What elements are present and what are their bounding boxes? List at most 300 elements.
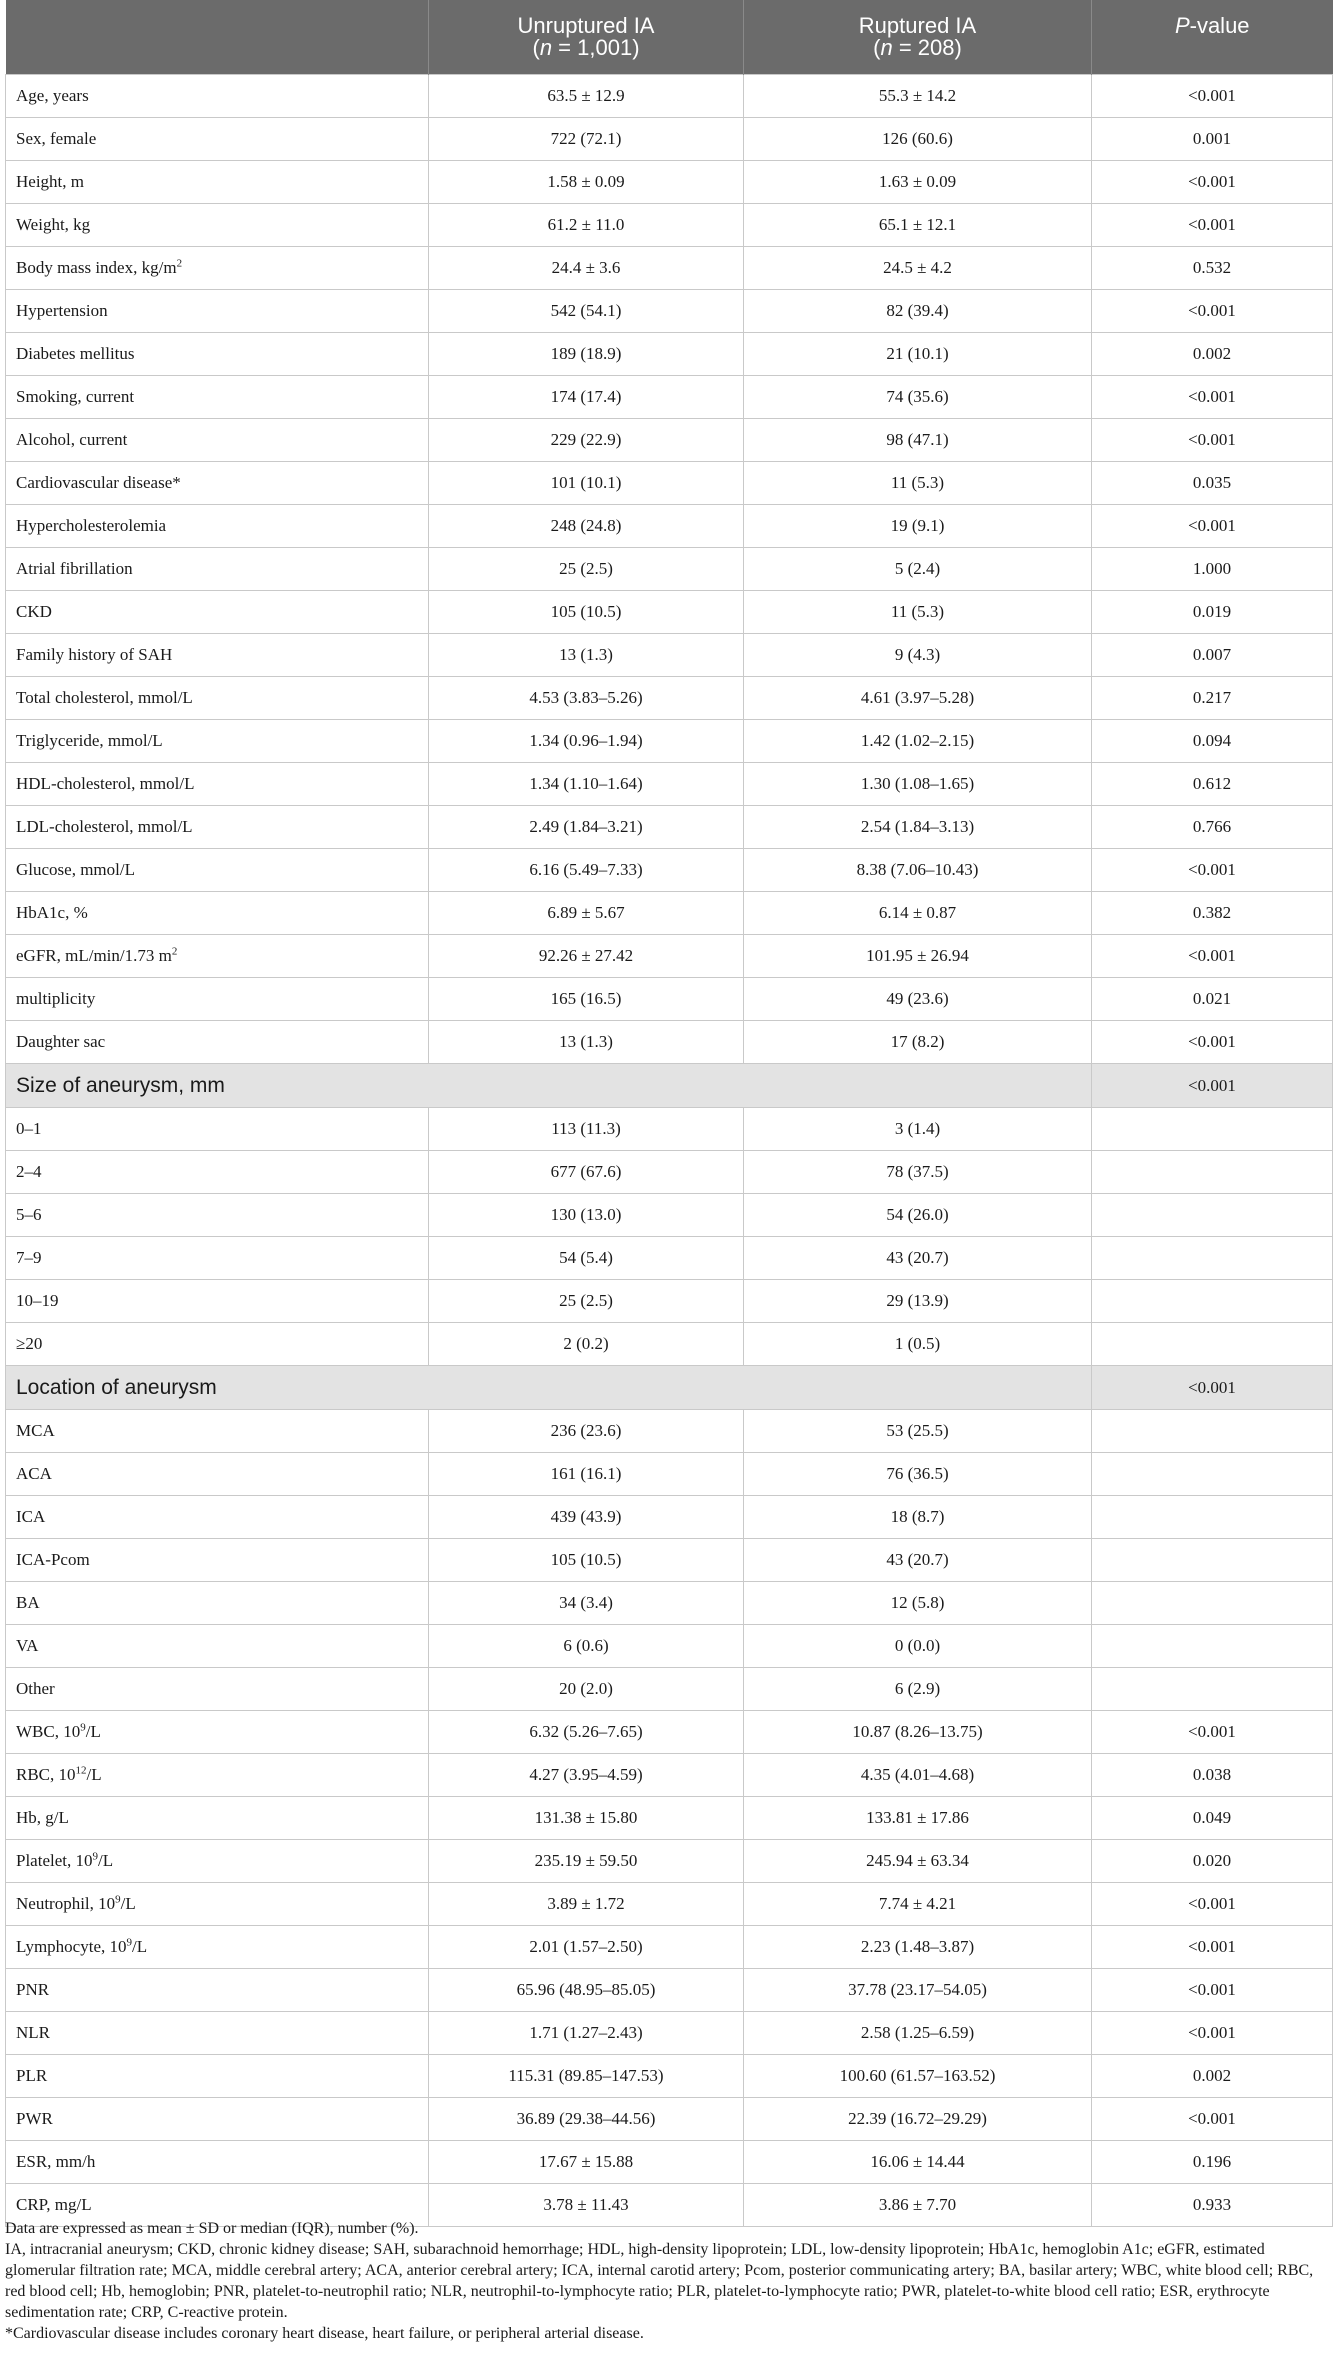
- row-label-text: Lymphocyte, 10: [16, 1937, 127, 1956]
- row-label-text: multiplicity: [16, 989, 96, 1008]
- row-label: [6, 1625, 429, 1668]
- p-value: [1092, 1453, 1333, 1496]
- table-row: [6, 1711, 1333, 1754]
- ruptured-value: 43 (20.7): [744, 1237, 1092, 1280]
- ruptured-value: 21 (10.1): [744, 333, 1092, 376]
- header-ruptured-title: Ruptured IA: [858, 13, 977, 38]
- table-row: [6, 1194, 1333, 1237]
- ruptured-value: 29 (13.9): [744, 1280, 1092, 1323]
- p-value: <0.001: [1092, 204, 1333, 247]
- p-value: <0.001: [1092, 1021, 1333, 1064]
- row-label-text: Diabetes mellitus: [16, 344, 135, 363]
- p-value: [1092, 1496, 1333, 1539]
- p-value: [1092, 1151, 1333, 1194]
- row-label: [6, 505, 429, 548]
- row-label-text: 2–4: [16, 1162, 42, 1181]
- unruptured-value: 92.26 ± 27.42: [429, 935, 744, 978]
- row-label-text: HbA1c, %: [16, 903, 88, 922]
- p-value: <0.001: [1092, 2012, 1333, 2055]
- row-label-text: PWR: [16, 2109, 53, 2128]
- unruptured-value: 25 (2.5): [429, 548, 744, 591]
- section-title: Location of aneurysm: [6, 1366, 1092, 1410]
- p-value: [1092, 1108, 1333, 1151]
- section-row: [6, 1064, 1333, 1108]
- row-label: [6, 720, 429, 763]
- row-label-text: WBC, 10: [16, 1722, 81, 1741]
- p-value: 0.021: [1092, 978, 1333, 1021]
- ruptured-value: 5 (2.4): [744, 548, 1092, 591]
- p-value: 0.094: [1092, 720, 1333, 763]
- ruptured-value: 100.60 (61.57–163.52): [744, 2055, 1092, 2098]
- table-row: [6, 1668, 1333, 1711]
- row-label: [6, 892, 429, 935]
- ruptured-value: 43 (20.7): [744, 1539, 1092, 1582]
- table-row: [6, 1754, 1333, 1797]
- row-label-superscript: 9: [115, 1893, 121, 1906]
- table-footnotes: [5, 2218, 1325, 2344]
- p-value: 0.002: [1092, 2055, 1333, 2098]
- row-label: [6, 1323, 429, 1366]
- row-label: [6, 2098, 429, 2141]
- p-value: [1092, 1539, 1333, 1582]
- p-value: [1092, 1625, 1333, 1668]
- unruptured-value: 1.34 (0.96–1.94): [429, 720, 744, 763]
- table-body: [6, 75, 1333, 2227]
- ruptured-value: 9 (4.3): [744, 634, 1092, 677]
- header-blank: [6, 0, 429, 75]
- row-label: [6, 978, 429, 1021]
- row-label-text: ICA-Pcom: [16, 1550, 90, 1569]
- ruptured-value: 2.58 (1.25–6.59): [744, 2012, 1092, 2055]
- p-value: 0.001: [1092, 118, 1333, 161]
- ruptured-value: 8.38 (7.06–10.43): [744, 849, 1092, 892]
- table-row: [6, 849, 1333, 892]
- table-row: [6, 806, 1333, 849]
- row-label-text: Alcohol, current: [16, 430, 128, 449]
- p-value: 0.766: [1092, 806, 1333, 849]
- p-value: <0.001: [1092, 1969, 1333, 2012]
- row-label-text: Atrial fibrillation: [16, 559, 133, 578]
- row-label: [6, 333, 429, 376]
- unruptured-value: 36.89 (29.38–44.56): [429, 2098, 744, 2141]
- unruptured-value: 101 (10.1): [429, 462, 744, 505]
- table-row: [6, 935, 1333, 978]
- ruptured-value: 78 (37.5): [744, 1151, 1092, 1194]
- table-row: [6, 677, 1333, 720]
- row-label-superscript: 9: [80, 1721, 86, 1734]
- ruptured-value: 245.94 ± 63.34: [744, 1840, 1092, 1883]
- table-row: [6, 1496, 1333, 1539]
- table-row: [6, 1280, 1333, 1323]
- unruptured-value: 165 (16.5): [429, 978, 744, 1021]
- row-label-superscript: 2: [176, 257, 183, 270]
- row-label-text: PLR: [16, 2066, 48, 2085]
- p-value: <0.001: [1092, 419, 1333, 462]
- row-label-text: VA: [16, 1636, 39, 1655]
- row-label: [6, 247, 429, 290]
- p-value: [1092, 1410, 1333, 1453]
- row-label-unit: /L: [120, 1894, 136, 1913]
- row-label-text: Triglyceride, mmol/L: [16, 731, 163, 750]
- row-label-text: PNR: [16, 1980, 50, 1999]
- ruptured-value: 11 (5.3): [744, 591, 1092, 634]
- row-label: [6, 376, 429, 419]
- table-row: [6, 462, 1333, 505]
- row-label-text: 7–9: [16, 1248, 42, 1267]
- row-label-unit: /L: [97, 1851, 114, 1870]
- ruptured-value: 54 (26.0): [744, 1194, 1092, 1237]
- unruptured-value: 4.53 (3.83–5.26): [429, 677, 744, 720]
- table-row: [6, 419, 1333, 462]
- table-row: [6, 2012, 1333, 2055]
- row-label-text: HDL-cholesterol, mmol/L: [16, 774, 195, 793]
- ruptured-value: 16.06 ± 14.44: [744, 2141, 1092, 2184]
- row-label-text: Neutrophil, 10: [16, 1894, 116, 1913]
- unruptured-value: 105 (10.5): [429, 1539, 744, 1582]
- row-label-text: Age, years: [16, 86, 89, 105]
- row-label-text: Body mass index, kg/m: [16, 258, 177, 277]
- table-row: [6, 333, 1333, 376]
- unruptured-value: 6 (0.6): [429, 1625, 744, 1668]
- row-label-superscript: 9: [126, 1936, 132, 1949]
- table-row: [6, 118, 1333, 161]
- p-value: 1.000: [1092, 548, 1333, 591]
- table-row: [6, 548, 1333, 591]
- row-label: [6, 1840, 429, 1883]
- unruptured-value: 130 (13.0): [429, 1194, 744, 1237]
- unruptured-value: 4.27 (3.95–4.59): [429, 1754, 744, 1797]
- row-label-text: Glucose, mmol/L: [16, 860, 135, 879]
- header-ruptured: Ruptured IA (n = 208): [744, 0, 1092, 75]
- table-row: [6, 763, 1333, 806]
- ruptured-value: 65.1 ± 12.1: [744, 204, 1092, 247]
- unruptured-value: 6.89 ± 5.67: [429, 892, 744, 935]
- unruptured-value: 542 (54.1): [429, 290, 744, 333]
- unruptured-value: 115.31 (89.85–147.53): [429, 2055, 744, 2098]
- unruptured-value: 61.2 ± 11.0: [429, 204, 744, 247]
- unruptured-value: 131.38 ± 15.80: [429, 1797, 744, 1840]
- row-label-text: 0–1: [16, 1119, 42, 1138]
- p-value: <0.001: [1092, 1926, 1333, 1969]
- unruptured-value: 54 (5.4): [429, 1237, 744, 1280]
- table-container: [5, 0, 1332, 2227]
- ruptured-value: 18 (8.7): [744, 1496, 1092, 1539]
- ruptured-value: 55.3 ± 14.2: [744, 75, 1092, 118]
- row-label-text: ICA: [16, 1507, 46, 1526]
- section-p-value: <0.001: [1092, 1366, 1333, 1410]
- row-label-superscript: 12: [75, 1764, 87, 1777]
- p-value: 0.933: [1092, 2184, 1333, 2227]
- row-label-text: Platelet, 10: [16, 1851, 93, 1870]
- row-label-text: Smoking, current: [16, 387, 135, 406]
- row-label-text: ≥20: [16, 1334, 43, 1353]
- row-label-text: Hb, g/L: [16, 1808, 69, 1827]
- row-label-text: eGFR, mL/min/1.73 m: [16, 946, 172, 965]
- row-label-text: MCA: [16, 1421, 55, 1440]
- row-label: [6, 75, 429, 118]
- row-label-superscript: 2: [171, 945, 178, 958]
- ruptured-value: 49 (23.6): [744, 978, 1092, 1021]
- unruptured-value: 17.67 ± 15.88: [429, 2141, 744, 2184]
- unruptured-value: 677 (67.6): [429, 1151, 744, 1194]
- ruptured-value: 76 (36.5): [744, 1453, 1092, 1496]
- ruptured-value: 4.35 (4.01–4.68): [744, 1754, 1092, 1797]
- row-label: [6, 2141, 429, 2184]
- row-label: [6, 290, 429, 333]
- row-label: [6, 591, 429, 634]
- p-value: <0.001: [1092, 2098, 1333, 2141]
- unruptured-value: 2.01 (1.57–2.50): [429, 1926, 744, 1969]
- p-value: 0.049: [1092, 1797, 1333, 1840]
- unruptured-value: 248 (24.8): [429, 505, 744, 548]
- row-label: [6, 1237, 429, 1280]
- row-label: [6, 935, 429, 978]
- row-label: [6, 1754, 429, 1797]
- row-label: [6, 1108, 429, 1151]
- ruptured-value: 24.5 ± 4.2: [744, 247, 1092, 290]
- table-row: [6, 1021, 1333, 1064]
- unruptured-value: 113 (11.3): [429, 1108, 744, 1151]
- row-label-text: Sex, female: [16, 129, 97, 148]
- row-label-unit: /L: [86, 1765, 102, 1784]
- p-value: 0.035: [1092, 462, 1333, 505]
- row-label: [6, 1582, 429, 1625]
- p-value: [1092, 1237, 1333, 1280]
- ruptured-value: 7.74 ± 4.21: [744, 1883, 1092, 1926]
- unruptured-value: 3.78 ± 11.43: [429, 2184, 744, 2227]
- ruptured-value: 6.14 ± 0.87: [744, 892, 1092, 935]
- unruptured-value: 20 (2.0): [429, 1668, 744, 1711]
- table-header: [6, 0, 1333, 75]
- row-label-text: 5–6: [16, 1205, 42, 1224]
- unruptured-value: 235.19 ± 59.50: [429, 1840, 744, 1883]
- ruptured-value: 3 (1.4): [744, 1108, 1092, 1151]
- row-label-text: Daughter sac: [16, 1032, 106, 1051]
- p-value: 0.196: [1092, 2141, 1333, 2184]
- unruptured-value: 105 (10.5): [429, 591, 744, 634]
- section-row: [6, 1366, 1333, 1410]
- ruptured-value: 1.42 (1.02–2.15): [744, 720, 1092, 763]
- table-row: [6, 290, 1333, 333]
- unruptured-value: 1.34 (1.10–1.64): [429, 763, 744, 806]
- row-label-text: 10–19: [16, 1291, 59, 1310]
- ruptured-value: 126 (60.6): [744, 118, 1092, 161]
- p-value: 0.007: [1092, 634, 1333, 677]
- unruptured-value: 439 (43.9): [429, 1496, 744, 1539]
- p-value: 0.019: [1092, 591, 1333, 634]
- unruptured-value: 6.32 (5.26–7.65): [429, 1711, 744, 1754]
- table-row: [6, 1539, 1333, 1582]
- ruptured-value: 22.39 (16.72–29.29): [744, 2098, 1092, 2141]
- row-label: [6, 2055, 429, 2098]
- ruptured-value: 3.86 ± 7.70: [744, 2184, 1092, 2227]
- row-label-text: Hypertension: [16, 301, 108, 320]
- row-label: [6, 1797, 429, 1840]
- table-row: [6, 2098, 1333, 2141]
- table-row: [6, 1926, 1333, 1969]
- row-label-text: Cardiovascular disease*: [16, 473, 181, 492]
- unruptured-value: 13 (1.3): [429, 1021, 744, 1064]
- unruptured-value: 13 (1.3): [429, 634, 744, 677]
- ruptured-value: 37.78 (23.17–54.05): [744, 1969, 1092, 2012]
- unruptured-value: 63.5 ± 12.9: [429, 75, 744, 118]
- ruptured-value: 133.81 ± 17.86: [744, 1797, 1092, 1840]
- ruptured-value: 10.87 (8.26–13.75): [744, 1711, 1092, 1754]
- row-label-text: Weight, kg: [16, 215, 91, 234]
- p-value: <0.001: [1092, 505, 1333, 548]
- table-row: [6, 1323, 1333, 1366]
- ruptured-value: 11 (5.3): [744, 462, 1092, 505]
- ruptured-value: 17 (8.2): [744, 1021, 1092, 1064]
- footnote-cardiovascular: *Cardiovascular disease includes coronary heart disease, heart failure, or peripheral arterial disease.: [5, 2325, 644, 2342]
- table-row: [6, 1108, 1333, 1151]
- unruptured-value: 24.4 ± 3.6: [429, 247, 744, 290]
- ruptured-value: 2.23 (1.48–3.87): [744, 1926, 1092, 1969]
- p-value: 0.020: [1092, 1840, 1333, 1883]
- table-row: [6, 1582, 1333, 1625]
- row-label-text: ACA: [16, 1464, 52, 1483]
- row-label: [6, 1496, 429, 1539]
- unruptured-value: 2.49 (1.84–3.21): [429, 806, 744, 849]
- row-label: [6, 763, 429, 806]
- row-label: [6, 1410, 429, 1453]
- unruptured-value: 3.89 ± 1.72: [429, 1883, 744, 1926]
- section-title: Size of aneurysm, mm: [6, 1064, 1092, 1108]
- ruptured-value: 6 (2.9): [744, 1668, 1092, 1711]
- table-row: [6, 1453, 1333, 1496]
- table-row: [6, 892, 1333, 935]
- p-value: <0.001: [1092, 935, 1333, 978]
- row-label-text: ESR, mm/h: [16, 2152, 96, 2171]
- row-label: [6, 1711, 429, 1754]
- row-label: [6, 1280, 429, 1323]
- row-label-text: BA: [16, 1593, 40, 1612]
- p-value: [1092, 1280, 1333, 1323]
- table-row: [6, 505, 1333, 548]
- row-label: [6, 161, 429, 204]
- row-label: [6, 1021, 429, 1064]
- p-value: [1092, 1582, 1333, 1625]
- unruptured-value: 1.71 (1.27–2.43): [429, 2012, 744, 2055]
- footnote-abbreviations: IA, intracranial aneurysm; CKD, chronic kidney disease; SAH, subarachnoid hemorrhage; HDL, high-density lipoprotein; LDL, low-density lipoprotein; HbA1c, hemoglobin A1c; eGFR, estimated glomerular filtration rate; MCA, middle cerebral artery; ACA, anterior cerebral artery; ICA, internal carotid artery; Pcom, posterior communicating artery; BA, basilar artery; WBC, white blood cell; RBC, red blood cell; Hb, hemoglobin; PNR, platelet-to-neutrophil ratio; NLR, neutrophil-to-lymphocyte ratio; PLR, platelet-to-lymphocyte ratio; PWR, platelet-to-white blood cell ratio; ESR, erythrocyte sedimentation rate; CRP, C-reactive protein.: [5, 2241, 1314, 2321]
- unruptured-value: 174 (17.4): [429, 376, 744, 419]
- unruptured-value: 722 (72.1): [429, 118, 744, 161]
- table-row: [6, 1969, 1333, 2012]
- row-label: [6, 1668, 429, 1711]
- table-row: [6, 2055, 1333, 2098]
- characteristics-table: [5, 0, 1333, 2227]
- ruptured-value: 98 (47.1): [744, 419, 1092, 462]
- row-label: [6, 548, 429, 591]
- table-row: [6, 75, 1333, 118]
- row-label-text: LDL-cholesterol, mmol/L: [16, 817, 193, 836]
- ruptured-value: 101.95 ± 26.94: [744, 935, 1092, 978]
- row-label: [6, 1926, 429, 1969]
- table-row: [6, 1410, 1333, 1453]
- p-value: <0.001: [1092, 376, 1333, 419]
- table-row: [6, 247, 1333, 290]
- row-label-superscript: 9: [92, 1850, 98, 1863]
- ruptured-value: 53 (25.5): [744, 1410, 1092, 1453]
- row-label: [6, 1194, 429, 1237]
- p-value: 0.217: [1092, 677, 1333, 720]
- row-label: [6, 1883, 429, 1926]
- ruptured-value: 1.30 (1.08–1.65): [744, 763, 1092, 806]
- row-label: [6, 1453, 429, 1496]
- table-row: [6, 1625, 1333, 1668]
- row-label-text: NLR: [16, 2023, 50, 2042]
- p-value: 0.382: [1092, 892, 1333, 935]
- row-label: [6, 462, 429, 505]
- row-label-text: Other: [16, 1679, 55, 1698]
- table-row: [6, 1237, 1333, 1280]
- section-p-value: <0.001: [1092, 1064, 1333, 1108]
- row-label-text: RBC, 10: [16, 1765, 76, 1784]
- row-label: [6, 118, 429, 161]
- table-row: [6, 1797, 1333, 1840]
- p-value: <0.001: [1092, 849, 1333, 892]
- unruptured-value: 229 (22.9): [429, 419, 744, 462]
- ruptured-value: 19 (9.1): [744, 505, 1092, 548]
- p-value: <0.001: [1092, 290, 1333, 333]
- p-value: <0.001: [1092, 1711, 1333, 1754]
- table-row: [6, 1840, 1333, 1883]
- table-row: [6, 376, 1333, 419]
- p-value: [1092, 1194, 1333, 1237]
- row-label-text: Family history of SAH: [16, 645, 173, 664]
- table-row: [6, 591, 1333, 634]
- row-label: [6, 806, 429, 849]
- unruptured-value: 1.58 ± 0.09: [429, 161, 744, 204]
- unruptured-value: 236 (23.6): [429, 1410, 744, 1453]
- ruptured-value: 0 (0.0): [744, 1625, 1092, 1668]
- p-value: <0.001: [1092, 1883, 1333, 1926]
- row-label: [6, 1539, 429, 1582]
- row-label-unit: /L: [85, 1722, 101, 1741]
- p-value: <0.001: [1092, 75, 1333, 118]
- ruptured-value: 4.61 (3.97–5.28): [744, 677, 1092, 720]
- unruptured-value: 2 (0.2): [429, 1323, 744, 1366]
- row-label: [6, 634, 429, 677]
- table-row: [6, 720, 1333, 763]
- p-value: 0.002: [1092, 333, 1333, 376]
- table-row: [6, 634, 1333, 677]
- unruptured-value: 189 (18.9): [429, 333, 744, 376]
- table-row: [6, 978, 1333, 1021]
- row-label-text: CKD: [16, 602, 52, 621]
- row-label-text: Hypercholesterolemia: [16, 516, 167, 535]
- ruptured-value: 1.63 ± 0.09: [744, 161, 1092, 204]
- unruptured-value: 65.96 (48.95–85.05): [429, 1969, 744, 2012]
- row-label-unit: /L: [131, 1937, 148, 1956]
- header-pvalue: P-value: [1092, 0, 1333, 75]
- unruptured-value: 25 (2.5): [429, 1280, 744, 1323]
- row-label: [6, 204, 429, 247]
- p-value: 0.038: [1092, 1754, 1333, 1797]
- table-row: [6, 161, 1333, 204]
- row-label: [6, 849, 429, 892]
- table-row: [6, 2141, 1333, 2184]
- table-row: [6, 1883, 1333, 1926]
- header-unruptured-title: Unruptured IA: [517, 13, 655, 38]
- header-unruptured: Unruptured IA (n = 1,001): [429, 0, 744, 75]
- row-label: [6, 677, 429, 720]
- row-label-text: Total cholesterol, mmol/L: [16, 688, 193, 707]
- ruptured-value: 12 (5.8): [744, 1582, 1092, 1625]
- row-label-text: Height, m: [16, 172, 84, 191]
- unruptured-value: 34 (3.4): [429, 1582, 744, 1625]
- unruptured-value: 161 (16.1): [429, 1453, 744, 1496]
